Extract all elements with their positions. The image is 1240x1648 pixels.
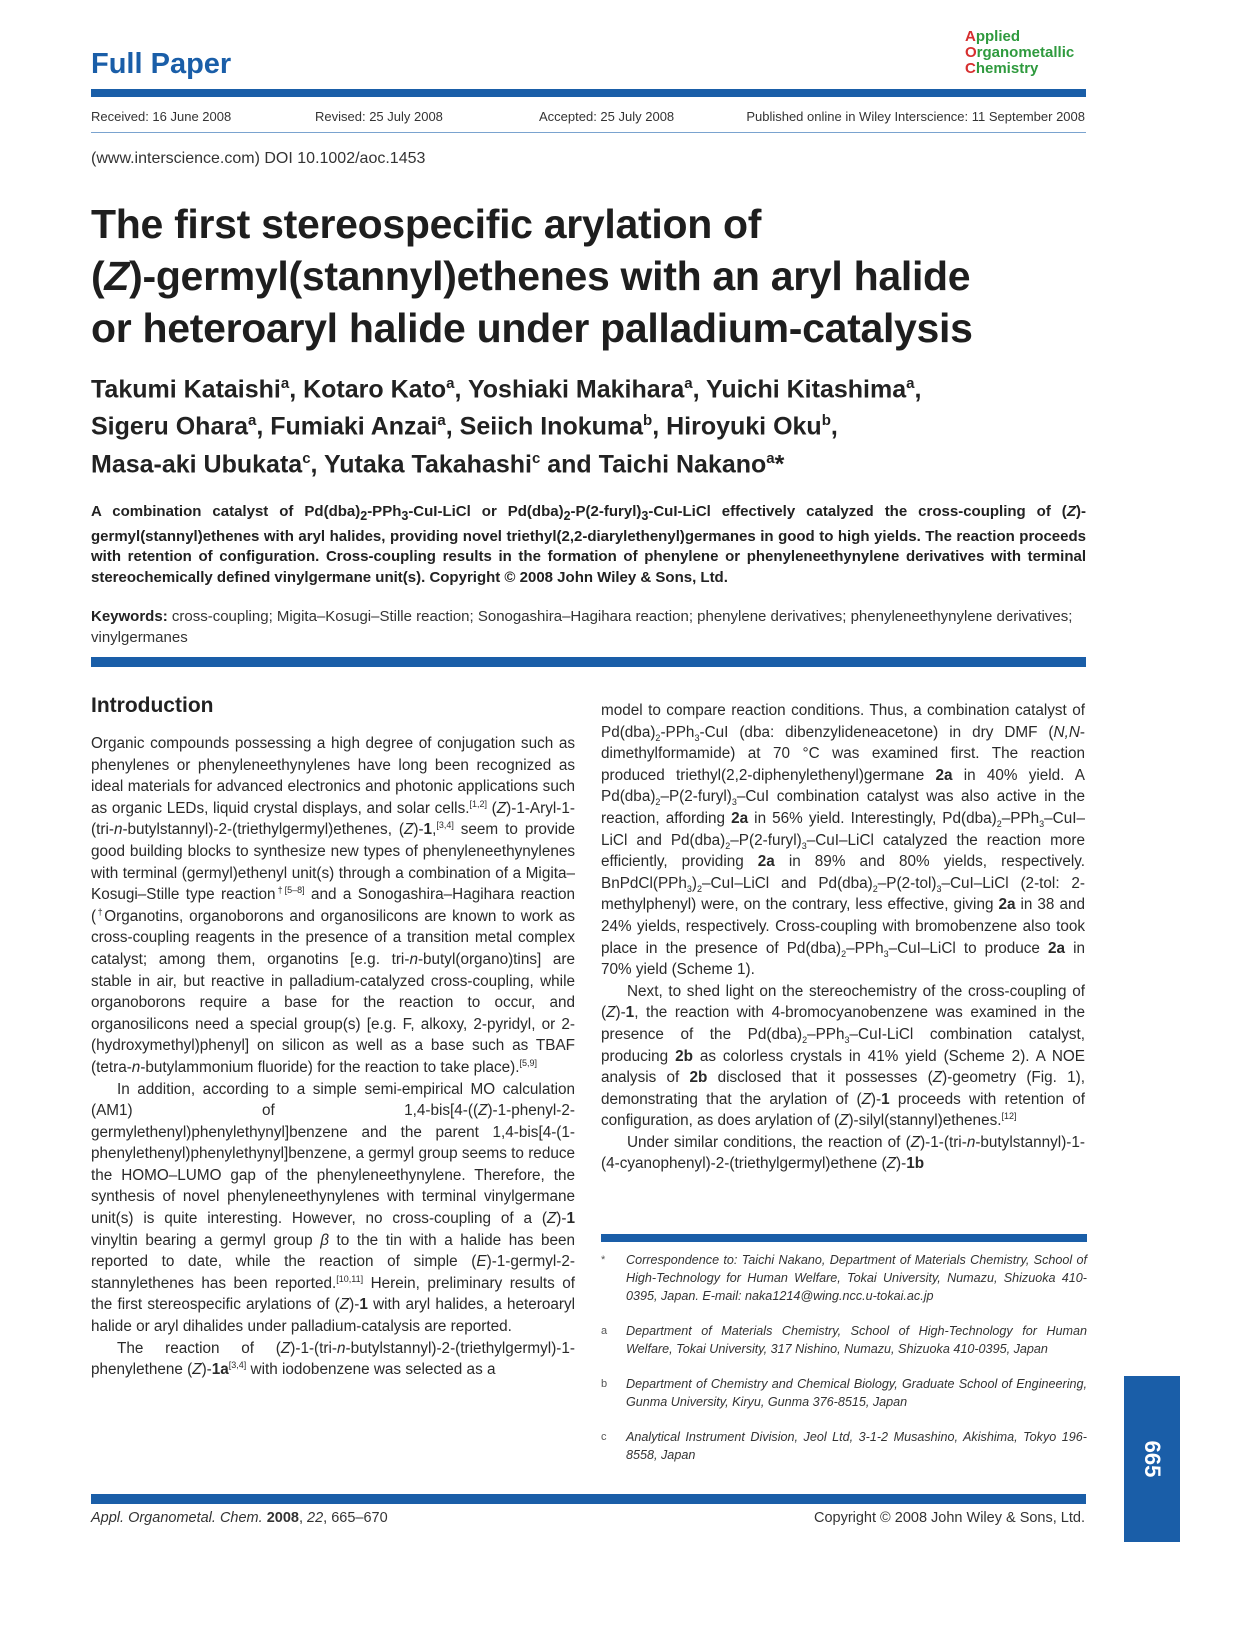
section-heading-introduction: Introduction — [91, 694, 214, 717]
footer-copyright: Copyright © 2008 John Wiley & Sons, Ltd. — [813, 1510, 1085, 1526]
body-paragraph: model to compare reaction conditions. Thus, a combination catalyst of $Pd(dba)_2-PPh_3$-CuI (dba: dibenzylideneacetone) in dry DMF (N,N-dimethylformamide) at 70 °C was examined first. The reaction produced triethyl(2,2-diphenylethenyl)germane 2a in 40% yield. A $Pd(dba)_2-P(2-furyl)_3$–CuI combination catalyst was also active in the reaction, affording 2a in 56% yield. Interestingly, $Pd(dba)_2-PPh_3-CuI$–LiCl and $Pd(dba)_2-P(2-furyl)_3-CuI$–LiCl catalyzed the reaction more efficiently, providing 2a in 89% and 80% yields, respectively. $BnPdCl(PPh_3)_2-CuI$–LiCl and $Pd(dba)_2-P(2-tol)_3-CuI$–LiCl (2-tol: 2-methylphenyl) were, on the contrary, less effective, giving 2a in 38 and 24% yields, respectively. Cross-coupling with bromobenzene also took place in the presence of $Pd(dba)_2-PPh_3-CuI$–LiCl to produce 2a in 70% yield (Scheme 1). — [601, 702, 1085, 979]
journal-logo-line — [965, 61, 1074, 77]
footnote-rule — [601, 1234, 1087, 1242]
journal-logo-word: rganometallic — [976, 44, 1075, 61]
journal-logo-initial: C — [965, 60, 976, 77]
footnote-text: Department of Chemistry and Chemical Biology, Graduate School of Engineering, Gunma University, Kiryu, Gunma 376-8515, Japan — [626, 1377, 1087, 1409]
footer-rule — [91, 1494, 1086, 1504]
dates-rule — [91, 132, 1086, 133]
body-paragraph: Under similar conditions, the reaction of (Z)-1-(tri-n-butylstannyl)-1-(4-cyanophenyl)-2-(triethylgermyl)ethene (Z)-1b — [601, 1133, 1085, 1173]
revised-date: Revised: 25 July 2008 — [315, 109, 443, 124]
journal-logo-initial: A — [965, 28, 976, 45]
footnote-mark: a — [601, 1325, 608, 1337]
author-list: Takumi Kataishi$^a$, Kotaro Kato$^a$, Yoshiaki Makihara$^a$, Yuichi Kitashima$^a$, Sigeru Ohara$^a$, Fumiaki Anzai$^a$, Seiich Inokuma$^b$, Hiroyuki Oku$^b$, Masa-aki Ubukata$^c$, Yutaka Takahashi$^c$ and Taichi Nakano$^a$* — [91, 375, 922, 478]
footnote — [601, 1251, 1087, 1305]
footnotes — [601, 1251, 1087, 1481]
journal-logo-word: hemistry — [975, 60, 1039, 77]
keywords-label: Keywords: — [91, 608, 168, 625]
footnote-text: Correspondence to: Taichi Nakano, Department of Materials Chemistry, School of High-Technology for Human Welfare, Tokai University, Numazu, Shizuoka 410-0395, Japan. E-mail: naka1214@wing.ncc.u-tokai.ac.jp — [626, 1253, 1087, 1303]
article-title: The first stereospecific arylation of (Z)-germyl(stannyl)ethenes with an aryl halide or heteroaryl halide under palladium-catalysis — [91, 201, 973, 351]
footnote — [601, 1375, 1087, 1411]
accepted-date: Accepted: 25 July 2008 — [539, 109, 675, 124]
body-paragraph: In addition, according to a simple semi-empirical MO calculation (AM1) of 1,4-bis[4-((Z)-1-phenyl-2-germylethenyl)phenylethynyl]benzene and the parent 1,4-bis[4-(1-phenylethenyl)phenylethynyl]benzene, a germyl group seems to reduce the HOMO–LUMO gap of the phenyleneethynylene. Therefore, the synthesis of novel phenyleneethynylenes with terminal vinylgermane unit(s) is quite interesting. However, no cross-coupling of a (Z)-1 vinyltin bearing a germyl group β to the tin with a halide has been reported to date, while the reaction of simple (E)-1-germyl-2-stannylethenes has been reported.[10,11] Herein, preliminary results of the first stereospecific arylations of (Z)-1 with aryl halides, a heteroaryl halide or aryl dihalides under palladium-catalysis are reported. — [91, 1080, 575, 1336]
body-column-left — [91, 733, 575, 1381]
page-number: 665 — [1140, 1440, 1165, 1478]
footnote — [601, 1428, 1087, 1464]
footnote — [601, 1322, 1087, 1358]
doi-line: (www.interscience.com) DOI 10.1002/aoc.1453 — [91, 150, 426, 167]
body-column-right — [601, 700, 1085, 1175]
journal-logo-word: pplied — [975, 28, 1021, 45]
footer-citation: Appl. Organometal. Chem. 2008, 22, 665–670 — [91, 1510, 388, 1526]
footnote-text: Department of Materials Chemistry, School of High-Technology for Human Welfare, Tokai University, 317 Nishino, Numazu, Shizuoka 410-0395, Japan — [626, 1324, 1087, 1356]
footnote-mark: c — [601, 1431, 607, 1443]
published-date: Published online in Wiley Interscience: 11 September 2008 — [746, 109, 1085, 124]
journal-logo — [965, 29, 1074, 77]
abstract-rule — [91, 657, 1086, 667]
section-label: Full Paper — [91, 48, 232, 80]
journal-logo-line — [965, 45, 1074, 61]
received-date: Received: 16 June 2008 — [91, 109, 232, 124]
footnote-text: Analytical Instrument Division, Jeol Ltd, 3-1-2 Musashino, Akishima, Tokyo 196-8558, Japan — [626, 1430, 1087, 1462]
journal-logo-line — [965, 29, 1074, 45]
body-paragraph: The reaction of (Z)-1-(tri-n-butylstannyl)-2-(triethylgermyl)-1-phenylethene (Z)-1a[3,4] with iodobenzene was selected as a — [91, 1339, 575, 1379]
body-paragraph: Organic compounds possessing a high degree of conjugation such as phenylenes or phenyleneethynylenes have long been recognized as ideal materials for advanced electronics and photonic applications such as organic LEDs, liquid crystal displays, and solar cells.[1,2] (Z)-1-Aryl-1-(tri-n-butylstannyl)-2-(triethylgermyl)ethenes, (Z)-1,[3,4] seem to provide good building blocks to synthesize new types of phenyleneethynylenes with terminal (germyl)ethenyl unit(s) through a combination of a Migita–Kosugi–Stille type reaction$^{\dagger[5-8]}$ and a Sonogashira–Hagihara reaction (†Organotins, organoborons and organosilicons are known to work as cross-coupling reagents in the presence of a transition metal complex catalyst; among them, organotins [e.g. tri-n-butyl(organo)tins] are stable in air, but reactive in palladium-catalyzed cross-coupling, while organoborons require a base for the reaction to occur, and organosilicons need a special group(s) [e.g. F, alkoxy, 2-pyridyl, or 2-(hydroxymethyl)phenyl] on silicon as well as a base such as TBAF (tetra-n-butylammonium fluoride) for the reaction to take place).[5,9] — [91, 735, 575, 1076]
footnote-mark: b — [601, 1378, 608, 1390]
body-paragraph: Next, to shed light on the stereochemistry of the cross-coupling of (Z)-1, the reaction with 4-bromocyanobenzene was examined in the presence of the $Pd(dba)_2-PPh_3-CuI$-LiCl combination catalyst, producing 2b as colorless crystals in 41% yield (Scheme 2). A NOE analysis of 2b disclosed that it possesses (Z)-geometry (Fig. 1), demonstrating that the arylation of (Z)-1 proceeds with retention of configuration, as does arylation of (Z)-silyl(stannyl)ethenes.[12] — [601, 982, 1085, 1130]
journal-logo-initial: O — [965, 44, 977, 61]
footnote-mark: * — [601, 1254, 606, 1266]
abstract: A combination catalyst of $Pd(dba)_2-PPh_3-CuI$-LiCl or $Pd(dba)_2-P(2-furyl)_3-CuI$-LiCl effectively catalyzed the cross-coupling of (Z)-germyl(stannyl)ethenes with aryl halides, providing novel triethyl(2,2-diarylethenyl)germanes in good to high yields. The reaction proceeds with retention of configuration. Cross-coupling results in the formation of phenylene or phenyleneethynylene derivatives with terminal stereochemically defined vinylgermane unit(s). Copyright © 2008 John Wiley & Sons, Ltd. — [91, 503, 1086, 586]
keywords — [91, 607, 1086, 648]
header-rule — [91, 89, 1086, 97]
page-number-tab — [1124, 1376, 1180, 1542]
keywords-text: cross-coupling; Migita–Kosugi–Stille reaction; Sonogashira–Hagihara reaction; phenylene derivatives; phenyleneethynylene derivatives; vinylgermanes — [91, 608, 1073, 646]
